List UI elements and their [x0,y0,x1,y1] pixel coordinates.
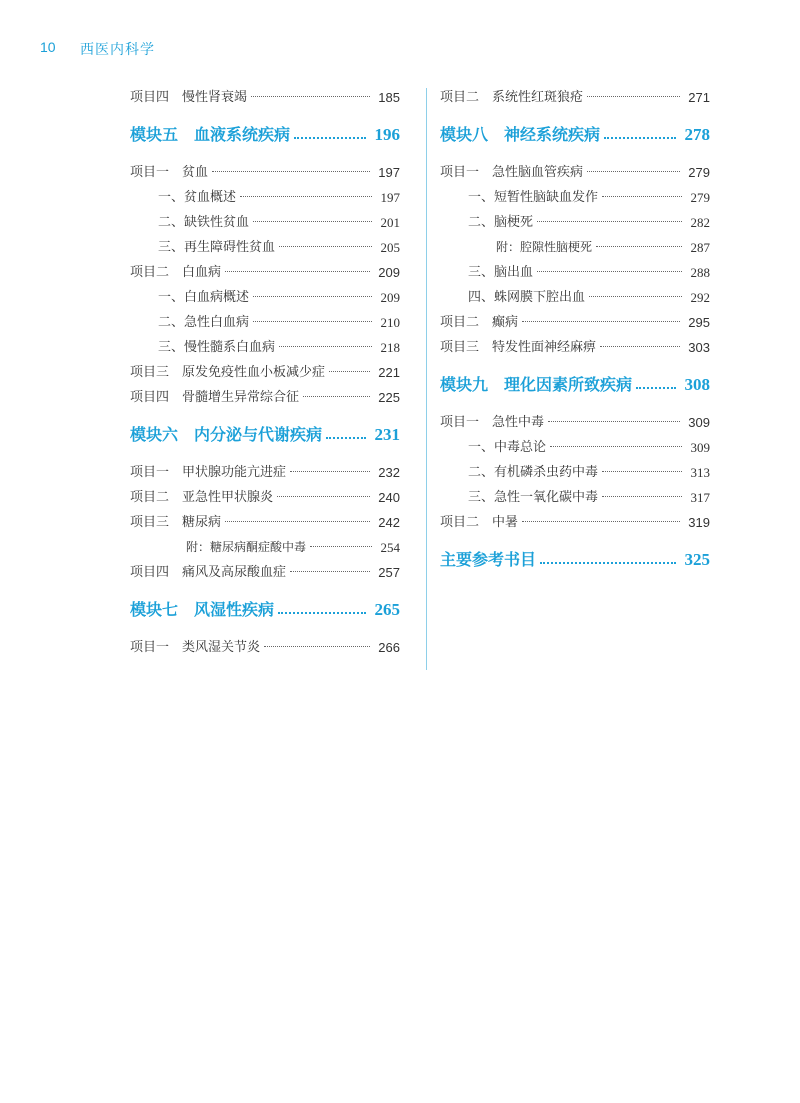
dot-leader [596,246,682,247]
toc-module-heading [440,535,710,585]
toc-entry-label: 项目二 亚急性甲状腺炎 [130,490,274,505]
toc-entry-page: 209 [380,290,400,305]
toc-module-heading [440,110,710,160]
toc-item [440,410,710,435]
toc-entry-label: 主要参考书目 [440,550,537,569]
toc-entry-page: 288 [690,265,710,280]
dot-leader [253,296,372,297]
toc-entry-label: 二、脑梗死 [468,215,534,230]
toc-entry-label: 项目三 原发免疫性血小板减少症 [130,365,326,380]
dot-leader [550,446,682,447]
toc-subitem [130,185,400,210]
page-number: 10 [40,39,56,55]
toc-item [130,260,400,285]
toc-entry-page: 201 [380,215,400,230]
dot-leader [600,346,680,347]
toc-entry-page: 319 [688,515,710,530]
toc-entry-label: 三、急性一氧化碳中毒 [468,490,599,505]
toc-entry-page: 242 [378,515,400,530]
toc-subitem [440,210,710,235]
dot-leader [279,246,372,247]
toc-subitem [130,310,400,335]
toc-entry-page: 287 [690,240,710,255]
dot-leader [290,471,370,472]
toc-subitem [440,460,710,485]
toc-subitem [440,485,710,510]
toc-subitem [130,210,400,235]
toc-entry-page: 308 [684,375,710,394]
toc-entry-label: 三、再生障碍性贫血 [158,240,276,255]
toc-entry-page: 254 [380,540,400,555]
toc-subitem [130,335,400,360]
toc-right-column [440,85,710,585]
toc-left-column [130,85,400,660]
toc-entry-page: 240 [378,490,400,505]
dot-leader [587,171,680,172]
toc-entry-label: 项目一 贫血 [130,165,209,180]
toc-item [440,85,710,110]
toc-entry-label: 三、慢性髓系白血病 [158,340,276,355]
toc-entry-label: 二、急性白血病 [158,315,250,330]
toc-entry-label: 模块九 理化因素所致疾病 [440,375,633,394]
dot-leader [290,571,370,572]
toc-entry-label: 项目二 系统性红斑狼疮 [440,90,584,105]
toc-entry-label: 一、中毒总论 [468,440,547,455]
toc-item [130,635,400,660]
toc-item [130,560,400,585]
toc-entry-label: 一、短暂性脑缺血发作 [468,190,599,205]
toc-entry-label: 模块六 内分泌与代谢疾病 [130,425,323,444]
dot-leader [251,96,370,97]
toc-entry-label: 模块八 神经系统疾病 [440,125,601,144]
page-header [0,0,800,80]
toc-item [440,335,710,360]
dot-leader [277,496,370,497]
column-divider [426,88,427,670]
toc-subitem [440,285,710,310]
dot-leader [225,521,370,522]
toc-entry-label: 模块七 风湿性疾病 [130,600,275,619]
dot-leader [225,271,370,272]
toc-entry-label: 项目二 白血病 [130,265,222,280]
dot-leader [604,137,676,139]
toc-entry-page: 278 [684,125,710,144]
toc-entry-page: 209 [378,265,400,280]
toc-entry-page: 313 [690,465,710,480]
toc-item [130,360,400,385]
dot-leader [636,387,676,389]
toc-entry-page: 279 [690,190,710,205]
toc-entry-page: 271 [688,90,710,105]
toc-entry-page: 266 [378,640,400,655]
dot-leader [548,421,680,422]
toc-item [130,385,400,410]
dot-leader [253,321,372,322]
toc-entry-label: 项目三 糖尿病 [130,515,222,530]
dot-leader [253,221,372,222]
toc-entry-page: 218 [380,340,400,355]
toc-entry-page: 205 [380,240,400,255]
toc-entry-label: 四、蛛网膜下腔出血 [468,290,586,305]
toc-entry-label: 项目一 类风湿关节炎 [130,640,261,655]
toc-entry-label: 二、有机磷杀虫药中毒 [468,465,599,480]
dot-leader [329,371,370,372]
dot-leader [522,521,680,522]
toc-entry-label: 项目四 痛风及高尿酸血症 [130,565,287,580]
toc-entry-label: 三、脑出血 [468,265,534,280]
toc-item [130,160,400,185]
dot-leader [212,171,370,172]
toc-item [130,510,400,535]
toc-entry-page: 196 [374,125,400,144]
toc-entry-page: 197 [378,165,400,180]
dot-leader [602,471,682,472]
toc-entry-page: 309 [690,440,710,455]
toc-entry-page: 309 [688,415,710,430]
toc-subitem [440,260,710,285]
toc-subitem [130,285,400,310]
toc-entry-label: 项目一 甲状腺功能亢进症 [130,465,287,480]
toc-entry-page: 282 [690,215,710,230]
toc-entry-page: 303 [688,340,710,355]
toc-entry-page: 292 [690,290,710,305]
dot-leader [522,321,680,322]
toc-entry-page: 197 [380,190,400,205]
toc-item [440,160,710,185]
toc-entry-page: 265 [374,600,400,619]
toc-appendix-item [130,535,400,560]
toc-subitem [440,435,710,460]
dot-leader [589,296,682,297]
toc-item [130,460,400,485]
toc-item [440,310,710,335]
dot-leader [537,271,682,272]
toc-entry-page: 232 [378,465,400,480]
toc-entry-label: 二、缺铁性贫血 [158,215,250,230]
toc-entry-page: 257 [378,565,400,580]
toc-entry-label: 附：糖尿病酮症酸中毒 [186,540,307,554]
toc-entry-page: 295 [688,315,710,330]
dot-leader [587,96,680,97]
dot-leader [264,646,370,647]
toc-entry-label: 一、白血病概述 [158,290,250,305]
toc-entry-label: 项目二 癫病 [440,315,519,330]
toc-module-heading [130,110,400,160]
toc-module-heading [130,410,400,460]
toc-module-heading [130,585,400,635]
toc-entry-label: 模块五 血液系统疾病 [130,125,291,144]
toc-entry-page: 231 [374,425,400,444]
toc-entry-label: 一、贫血概述 [158,190,237,205]
toc-entry-page: 317 [690,490,710,505]
toc-entry-label: 项目三 特发性面神经麻痹 [440,340,597,355]
dot-leader [310,546,372,547]
toc-entry-page: 210 [380,315,400,330]
toc-entry-page: 221 [378,365,400,380]
dot-leader [279,346,372,347]
dot-leader [294,137,366,139]
toc-entry-page: 279 [688,165,710,180]
toc-entry-label: 项目一 急性中毒 [440,415,545,430]
toc-entry-label: 项目二 中暑 [440,515,519,530]
toc-item [440,510,710,535]
toc-subitem [440,185,710,210]
toc-entry-label: 项目四 慢性肾衰竭 [130,90,248,105]
toc-entry-page: 325 [684,550,710,569]
dot-leader [326,437,366,439]
toc-item [130,85,400,110]
dot-leader [537,221,682,222]
dot-leader [540,562,676,564]
toc-subitem [130,235,400,260]
toc-entry-page: 185 [378,90,400,105]
toc-item [130,485,400,510]
book-title: 西医内科学 [80,42,155,58]
dot-leader [278,612,366,614]
toc-appendix-item [440,235,710,260]
toc-entry-label: 项目一 急性脑血管疾病 [440,165,584,180]
toc-module-heading [440,360,710,410]
dot-leader [240,196,372,197]
toc-entry-page: 225 [378,390,400,405]
toc-entry-label: 附：腔隙性脑梗死 [496,240,593,254]
dot-leader [602,196,682,197]
dot-leader [602,496,682,497]
dot-leader [303,396,370,397]
toc-entry-label: 项目四 骨髓增生异常综合征 [130,390,300,405]
